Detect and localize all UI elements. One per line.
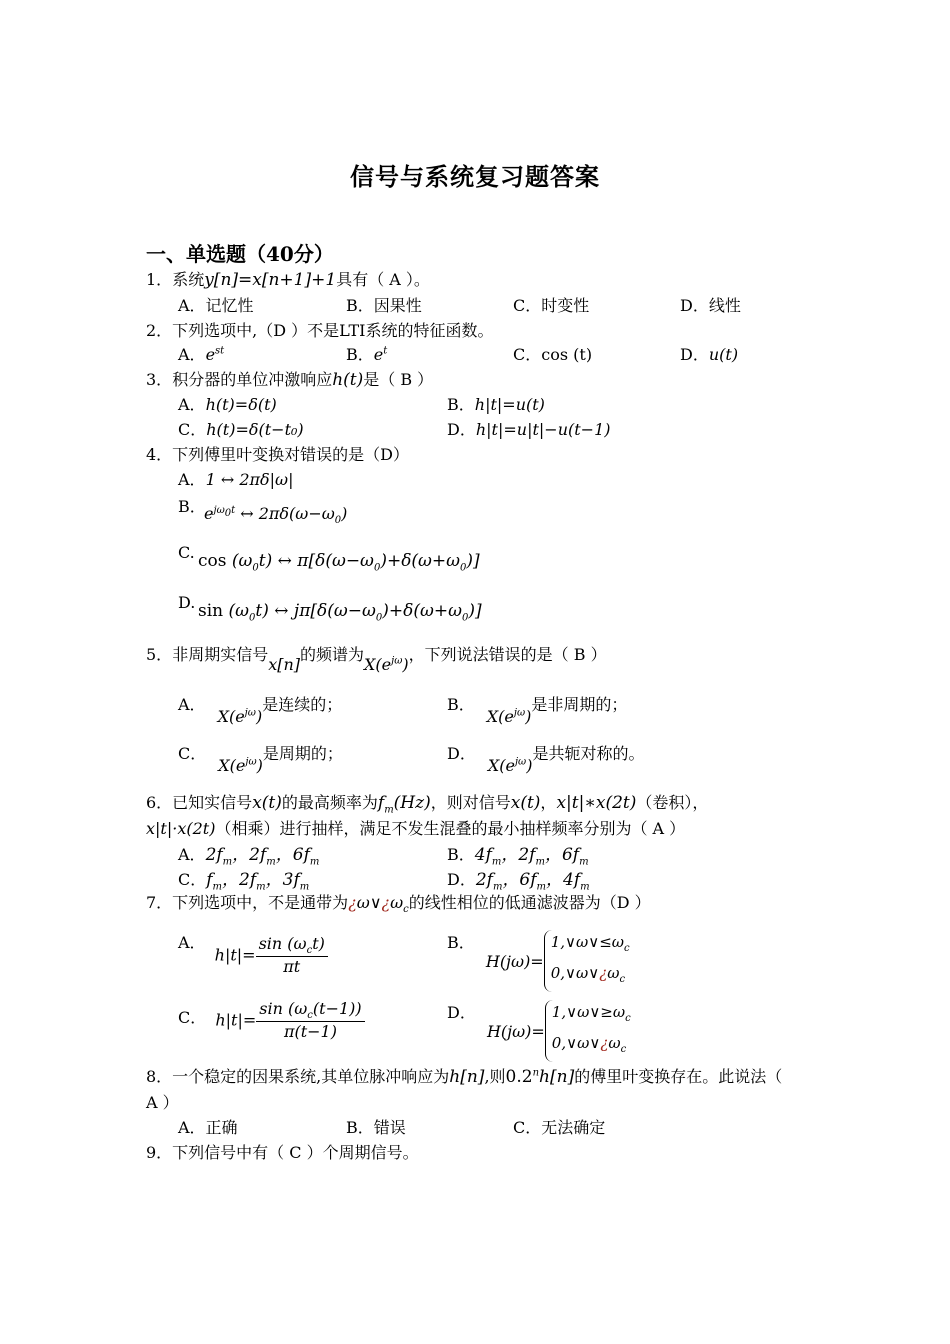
q5-option-c: C．$X(e^{j\omega})$是周期的； xyxy=(178,744,343,775)
question-6-line-2: x|t|·x(2t)（相乘）进行抽样，满足不发生混叠的最小抽样频率分别为（ A ） xyxy=(146,819,686,838)
q2-option-c: C．cos (t) xyxy=(513,345,593,364)
q4-option-a: A．1 ↔ 2πδ|ω| xyxy=(178,470,294,489)
q5-option-b: B．$X(e^{j\omega})$是非周期的； xyxy=(447,695,628,726)
q6-option-b: B．$4f_m$，$2f_m$，$6f_m$ xyxy=(447,845,589,868)
q2-option-a: A．$e^{st}$ xyxy=(178,345,225,364)
q1-option-c: C．时变性 xyxy=(513,296,590,315)
question-5: 5．非周期实信号x[n]的频谱为$X(e^{j\omega})$，下列说法错误的是（ B ） xyxy=(146,645,607,674)
q7-option-c: C． h|t|= $\frac{\sin (\omega_c(t-1))}{\pi(t-1)}$ xyxy=(178,1005,365,1041)
q6-option-d: D．$2f_m$，$6f_m$，$4f_m$ xyxy=(447,870,590,893)
q5-option-d: D．$X(e^{j\omega})$是共轭对称的。 xyxy=(447,744,645,775)
q8-option-c: C．无法确定 xyxy=(513,1118,606,1137)
question-9: 9．下列信号中有（ C ）个周期信号。 xyxy=(146,1143,419,1162)
q5-option-a: A．$X(e^{j\omega})$是连续的； xyxy=(178,695,343,726)
q1-option-d: D．线性 xyxy=(680,296,741,315)
question-1: 1．系统y[n]=x[n+1]+1具有（ A ）。 xyxy=(146,270,430,290)
q7-option-a: A． h|t|= $\frac{\sin (\omega_ct)}{\pi t}$ xyxy=(178,930,328,976)
q3-option-d: D．h|t|=u|t|−u(t−1) xyxy=(447,420,611,439)
q8-option-b: B．错误 xyxy=(346,1118,406,1137)
q1-option-b: B．因果性 xyxy=(346,296,422,315)
question-4: 4．下列傅里叶变换对错误的是（D） xyxy=(146,445,410,464)
section-heading: 一、单选题（40分） xyxy=(146,242,334,266)
q3-option-a: A．h(t)=δ(t) xyxy=(178,395,277,414)
equation: y[n]=x[n+1]+1 xyxy=(204,270,337,290)
q3-option-c: C．h(t)=δ(t−t₀) xyxy=(178,420,304,439)
q1-option-a: A．记忆性 xyxy=(178,296,254,315)
q4-option-b-label: B． xyxy=(178,497,206,516)
question-8-line-2: A ） xyxy=(146,1093,179,1112)
q4-option-d-math: $\sin (\omega_0t)$ ↔ $j\pi[\delta(\omega-\omega_0)+\delta(\omega+\omega_0)]$ xyxy=(198,601,482,624)
page-title: 信号与系统复习题答案 xyxy=(350,162,600,191)
q6-option-c: C．$f_m$，$2f_m$，$3f_m$ xyxy=(178,870,310,893)
question-8-line-1: 8．一个稳定的因果系统,其单位脉冲响应为h[n],则0.2$^n$h[n]的傅里叶变换存在。此说法（ xyxy=(146,1067,783,1087)
question-7: 7．下列选项中，不是通带为¿$\omega\vee¿\omega_c$的线性相位的低通滤波器为（D ） xyxy=(146,893,651,916)
question-6-line-1: 6．已知实信号x(t)的最高频率为$f_m(Hz)$，则对信号x(t)，x|t|∗x(2t)（卷积）， xyxy=(146,793,709,816)
q4-option-c-math: $\cos (\omega_0t)$ ↔ $\pi[\delta(\omega-\omega_0)+\delta(\omega+\omega_0)]$ xyxy=(198,551,480,574)
q4-option-c-label: C. xyxy=(178,543,195,562)
q2-option-b: B．$e^t$ xyxy=(346,345,388,364)
q4-option-d-label: D. xyxy=(178,593,196,612)
q2-option-d: D．u(t) xyxy=(680,345,739,364)
q3-option-b: B．h|t|=u(t) xyxy=(447,395,545,414)
q7-option-b: B． $H(j\omega)=1,\vee\omega\vee\le\omega_c$ $0,\vee\omega\vee¿\omega_c$ xyxy=(447,930,630,992)
q7-option-d: D． $H(j\omega)=1,\vee\omega\vee\ge\omega_c$ $0,\vee\omega\vee¿\omega_c$ xyxy=(447,1000,631,1062)
q8-option-a: A．正确 xyxy=(178,1118,238,1137)
question-2: 2．下列选项中,（D ）不是LTI系统的特征函数。 xyxy=(146,321,494,340)
question-3: 3．积分器的单位冲激响应h(t)是（ B ） xyxy=(146,370,434,390)
q6-option-a: A．$2f_m$，$2f_m$，$6f_m$ xyxy=(178,845,320,868)
q4-option-b-math: $e^{j\omega_0t}$ ↔ $2\pi\delta(\omega-\omega_0)$ xyxy=(204,504,348,527)
